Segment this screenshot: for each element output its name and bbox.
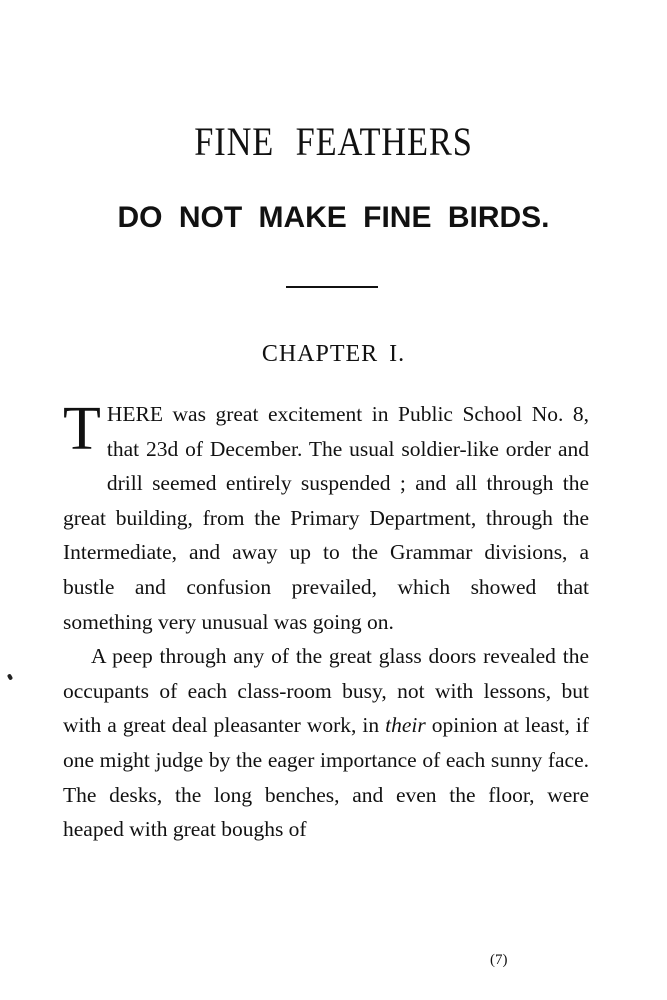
paragraph-2-text-before: A peep through any of the great glass doors revealed the occupants of each class-room busy, not with lessons, but with a great deal pleasanter work, in	[63, 644, 589, 738]
page-number: (7)	[490, 952, 508, 968]
body-text	[63, 397, 589, 847]
paragraph-1-text: HERE was great excitement in Public School No. 8, that 23d of December. The usual soldier-like order and drill seemed entirely suspended ; and all through the great building, from the Primary Department, through the Intermediate, and away up to the Grammar divisions, a bustle and confusion prevailed, which showed that something very unusual was going on.	[63, 402, 589, 634]
paragraph-2	[63, 639, 589, 847]
title-line-1: FINE FEATHERS	[194, 119, 473, 164]
chapter-heading: CHAPTER I.	[261, 341, 406, 367]
title-divider-rule	[286, 286, 378, 288]
drop-cap: T	[63, 395, 101, 463]
title-line-2: DO NOT MAKE FINE BIRDS.	[117, 201, 550, 234]
ink-speck	[7, 673, 13, 680]
paragraph-2-text-after: opinion at least, if one might judge by the eager importance of each sunny face. The desks, the long benches, and even the floor, were heaped with great boughs of	[63, 713, 589, 842]
paragraph-2-italic-word: their	[385, 713, 426, 738]
paragraph-1	[63, 397, 589, 639]
